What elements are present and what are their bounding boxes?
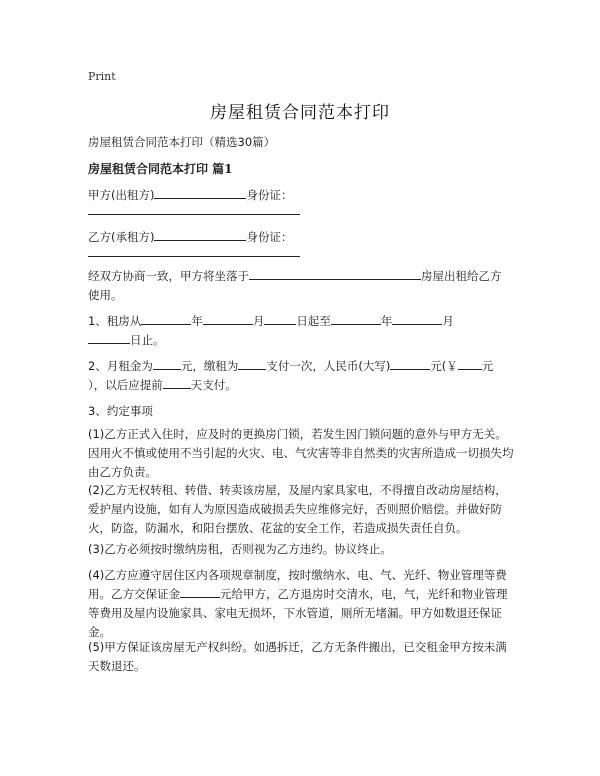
item-4-text-1: (4)乙方应遵守居住区内各项规章制度，按时缴纳水、电、气、光纤、物业管理等费用。乙方交保证金 (88, 568, 507, 601)
intro-text-1: 经双方协商一致，甲方将坐落于 (88, 269, 249, 283)
year-label: 年 (191, 314, 203, 328)
section-title: 房屋租赁合同范本打印 篇1 (88, 162, 233, 176)
end-month-blank (392, 312, 442, 325)
amount-words-blank (390, 357, 430, 370)
clause-2-days: 天支付。 (190, 378, 237, 392)
print-label: Print (88, 70, 116, 83)
start-year-blank (141, 312, 191, 325)
payment-period-blank (238, 357, 266, 370)
item-3: (3)乙方必须按时缴纳房租，否则视为乙方违约。协议终止。 (88, 542, 392, 556)
month-label-2: 月 (442, 314, 454, 328)
page-title: 房屋租赁合同范本打印 (210, 103, 390, 123)
party-a-name-blank (154, 186, 246, 199)
clause-2-yuan3: 元 (481, 359, 494, 373)
property-address-blank (249, 267, 421, 280)
clause-1-line-2 (88, 331, 165, 350)
party-a-id-label: 身份证： (246, 188, 293, 202)
party-a-label: 甲方(出租方) (88, 188, 155, 202)
item-5: (5)甲方保证该房屋无产权纠纷。如遇拆迁，乙方无条件搬出，已交租金甲方按未满天数退还。 (88, 640, 507, 673)
party-a-id-blank (88, 214, 300, 215)
party-b-id-label: 身份证： (246, 230, 293, 244)
clause-2-lead: 2、月租金为 (88, 359, 153, 373)
intro-line-2: 使用。 (88, 288, 123, 302)
party-b-id-blank (88, 256, 300, 257)
party-a-line (88, 186, 292, 205)
advance-days-blank (163, 376, 191, 389)
month-label: 月 (252, 314, 265, 328)
end-year-blank (331, 312, 381, 325)
clause-2-advance: ），以后应提前 (88, 378, 163, 392)
amount-number-blank (458, 357, 482, 370)
intro-text-2: 房屋出租给乙方 (421, 269, 502, 283)
deposit-blank (180, 585, 220, 598)
end-day-blank (88, 331, 130, 344)
clause-2-yuan2: 元(￥ (430, 359, 458, 373)
party-b-label: 乙方(承租方) (88, 230, 155, 244)
clause-2-line-1 (88, 357, 493, 376)
intro-line-1 (88, 267, 502, 286)
party-b-name-blank (154, 228, 246, 241)
clause-2-pay-once: 支付一次，人民币(大写) (266, 359, 391, 373)
document-subtitle: 房屋租赁合同范本打印（精选30篇） (88, 135, 276, 149)
start-day-blank (264, 312, 296, 325)
clause-1-line-1 (88, 312, 454, 331)
monthly-rent-blank (153, 357, 181, 370)
year-label-2: 年 (380, 314, 393, 328)
clause-2-line-2 (88, 376, 237, 395)
clause-1-end: 日止。 (130, 333, 165, 347)
item-4 (88, 566, 518, 642)
clause-3-heading: 3、约定事项 (88, 404, 153, 418)
clause-2-yuan: 元，缴租为 (180, 359, 239, 373)
day-start-label: 日起至 (296, 314, 331, 328)
party-b-line (88, 228, 292, 247)
item-4-text-2: 元给甲方，乙方退房时交清水，电，气，光纤和物业管理等费用及屋内设施家具、家电无损坏，下水管道，厕所无堵漏。甲方如数退还保证金。 (88, 587, 508, 639)
item-2: (2)乙方无权转租、转借、转卖该房屋，及屋内家具家电，不得擅自改动房屋结构，爱护屋内设施，如有人为原因造成破损丢失应维修完好，否则照价赔偿。并做好防火，防盗，防漏水，和阳台摆放、花盆的安全工作，若造成损失责任自负。 (88, 483, 507, 535)
clause-1-lead: 1、租房从 (88, 314, 142, 328)
start-month-blank (203, 312, 253, 325)
item-1: (1)乙方正式入住时，应及时的更换房门锁，若发生因门锁问题的意外与甲方无关。因用火不慎或使用不当引起的火灾、电、气灾害等非自然类的灾害所造成一切损失均由乙方负责。 (88, 427, 514, 479)
